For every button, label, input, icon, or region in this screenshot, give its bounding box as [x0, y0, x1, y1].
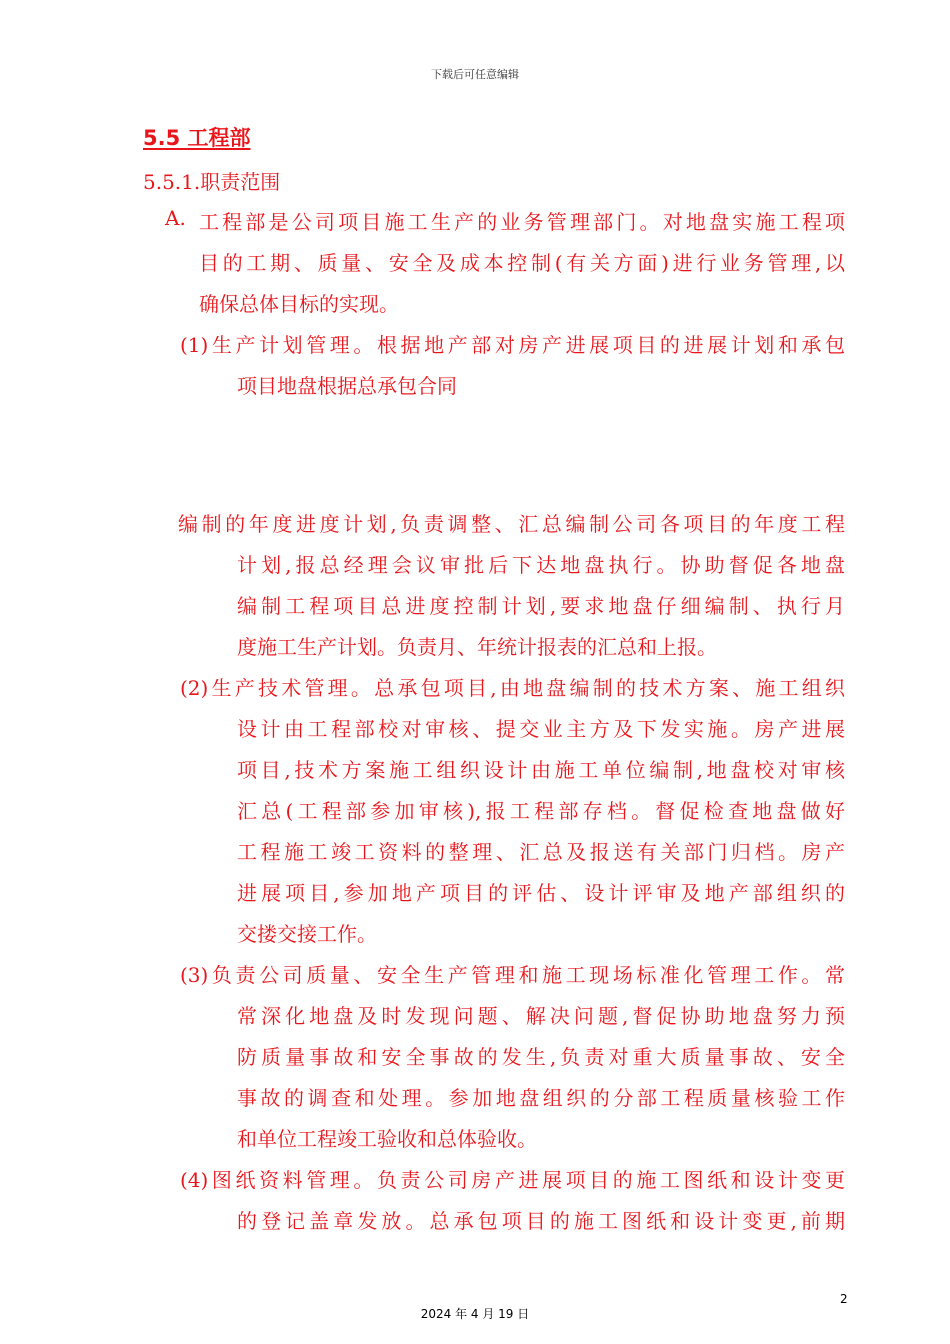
- section-title: 5.5 工程部: [143, 126, 251, 150]
- item-1-cont-line-2: 计划,报总经理会议审批后下达地盘执行。协助督促各地盘: [237, 553, 845, 577]
- footer-date: 2024 年 4 月 19 日: [420, 1307, 530, 1321]
- item-2-line-2: 设计由工程部校对审核、提交业主方及下发实施。房产进展: [237, 717, 845, 741]
- item-a-line-2: 目的工期、质量、安全及成本控制(有关方面)进行业务管理,以: [199, 251, 845, 275]
- item-1-cont-line-4: 度施工生产计划。负责月、年统计报表的汇总和上报。: [237, 635, 717, 659]
- item-3-line-3: 防质量事故和安全事故的发生,负责对重大质量事故、安全: [237, 1045, 845, 1069]
- page-number: 2: [840, 1292, 848, 1306]
- item-2-line-5: 工程施工竣工资料的整理、汇总及报送有关部门归档。房产: [237, 840, 845, 864]
- item-4-line-2: 的登记盖章发放。总承包项目的施工图纸和设计变更,前期: [237, 1209, 845, 1233]
- item-2-line-7: 交搂交接工作。: [237, 922, 377, 946]
- header-note: 下载后可任意编辑: [431, 68, 519, 81]
- item-1-cont-line-1: 编制的年度进度计划,负责调整、汇总编制公司各项目的年度工程: [178, 512, 845, 536]
- item-3-line-1: (3)负责公司质量、安全生产管理和施工现场标准化管理工作。常: [180, 963, 845, 987]
- item-3-line-5: 和单位工程竣工验收和总体验收。: [237, 1127, 537, 1151]
- item-3-line-2: 常深化地盘及时发现问题、解决问题,督促协助地盘努力预: [237, 1004, 845, 1028]
- item-1-line-1: (1)生产计划管理。根据地产部对房产进展项目的进展计划和承包: [180, 333, 845, 357]
- item-2-line-1: (2)生产技术管理。总承包项目,由地盘编制的技术方案、施工组织: [180, 676, 845, 700]
- item-a-marker: A.: [165, 206, 186, 230]
- item-1-cont-line-3: 编制工程项目总进度控制计划,要求地盘仔细编制、执行月: [237, 594, 845, 618]
- item-1-line-2: 项目地盘根据总承包合同: [237, 374, 457, 398]
- subsection-title: 5.5.1.职责范围: [143, 170, 281, 194]
- item-a-line-3: 确保总体目标的实现。: [199, 292, 399, 316]
- item-a-line-1: 工程部是公司项目施工生产的业务管理部门。对地盘实施工程项: [199, 210, 845, 234]
- item-4-line-1: (4)图纸资料管理。负责公司房产进展项目的施工图纸和设计变更: [180, 1168, 845, 1192]
- item-2-line-4: 汇总(工程部参加审核),报工程部存档。督促检查地盘做好: [237, 799, 845, 823]
- item-2-line-6: 进展项目,参加地产项目的评估、设计评审及地产部组织的: [237, 881, 845, 905]
- item-3-line-4: 事故的调查和处理。参加地盘组织的分部工程质量核验工作: [237, 1086, 845, 1110]
- item-2-line-3: 项目,技术方案施工组织设计由施工单位编制,地盘校对审核: [237, 758, 845, 782]
